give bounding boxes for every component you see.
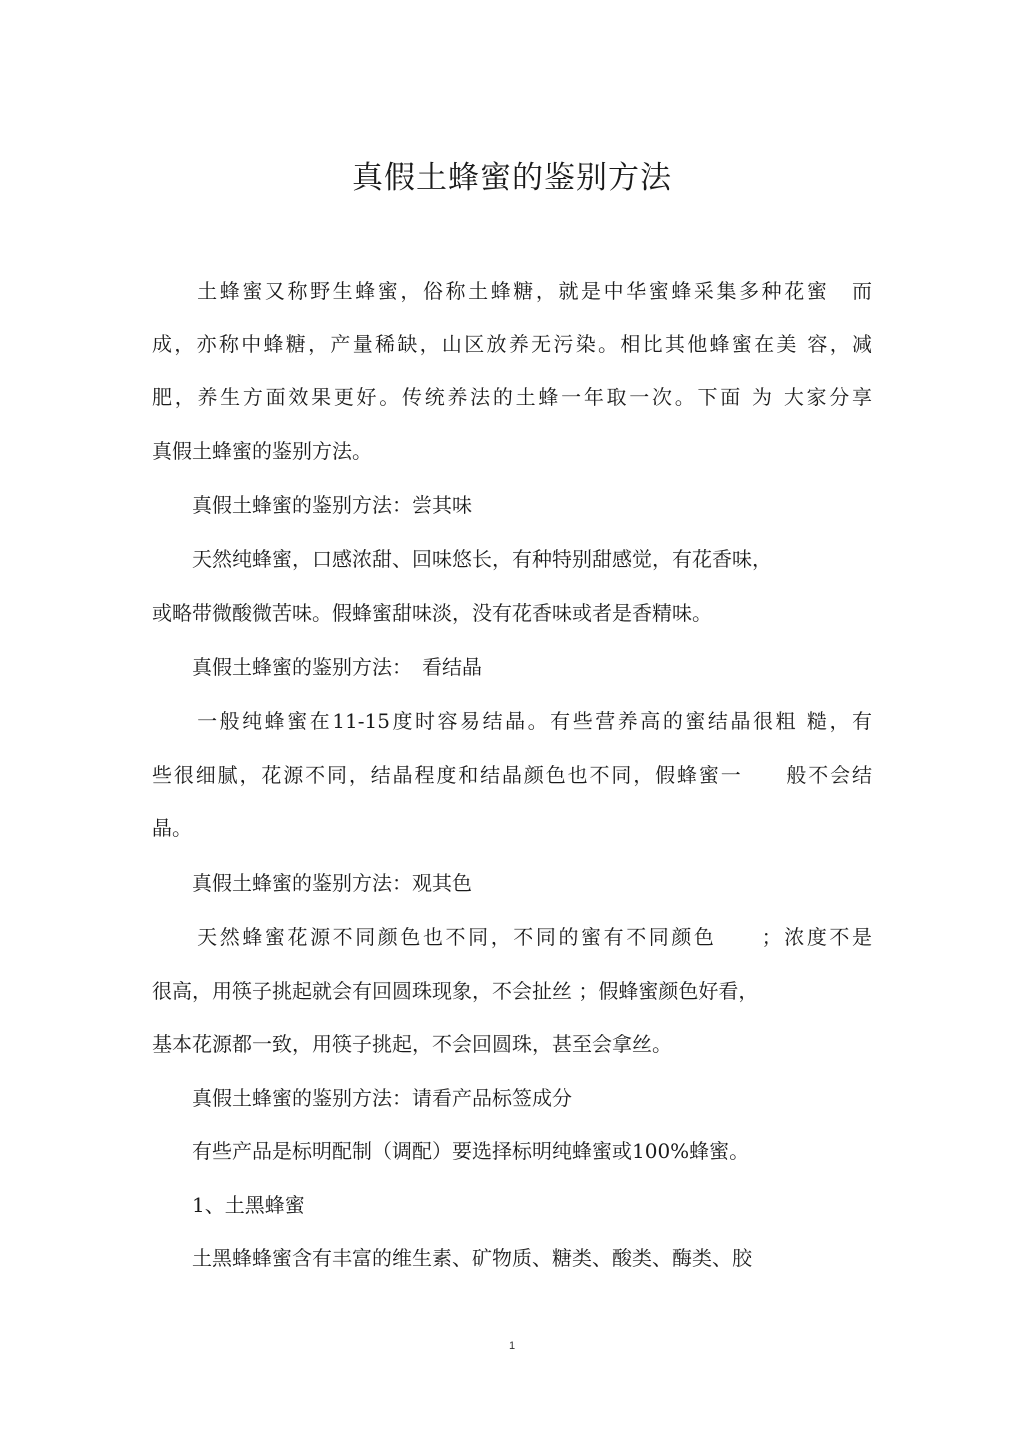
document-title: 真假土蜂蜜的鉴别方法 [352,160,672,196]
paragraph-line: 天然蜂蜜花源不同颜色也不同，不同的蜜有不同颜色 ；浓度不是 [152,925,872,949]
paragraph-line: 天然纯蜂蜜，口感浓甜、回味悠长，有种特别甜感觉，有花香味， [152,547,772,571]
list-heading: 1、土黑蜂蜜 [152,1193,305,1217]
section-heading: 真假土蜂蜜的鉴别方法：请看产品标签成分 [152,1086,572,1110]
paragraph-line: 土蜂蜜又称野生蜂蜜，俗称土蜂糖，就是中华蜜蜂采集多种花蜜 而 [152,279,872,303]
paragraph-line: 晶。 [152,816,192,840]
paragraph-line: 真假土蜂蜜的鉴别方法。 [152,439,372,463]
paragraph-line: 成，亦称中蜂糖，产量稀缺，山区放养无污染。相比其他蜂蜜在美 容，减 [152,332,872,356]
paragraph-line: 些很细腻，花源不同，结晶程度和结晶颜色也不同，假蜂蜜一 般不会结 [152,763,872,787]
section-heading: 真假土蜂蜜的鉴别方法：尝其味 [152,493,472,517]
section-heading: 真假土蜂蜜的鉴别方法：观其色 [152,871,472,895]
paragraph-line: 土黑蜂蜂蜜含有丰富的维生素、矿物质、糖类、酸类、酶类、胶 [152,1246,752,1270]
paragraph-line: 有些产品是标明配制（调配）要选择标明纯蜂蜜或100%蜂蜜。 [152,1139,750,1163]
paragraph-line: 很高，用筷子挑起就会有回圆珠现象，不会扯丝 ；假蜂蜜颜色好看， [152,979,759,1003]
section-heading: 真假土蜂蜜的鉴别方法： 看结晶 [152,655,482,679]
page-number: 1 [508,1340,516,1352]
paragraph-line: 一般纯蜂蜜在11-15度时容易结晶。有些营养高的蜜结晶很粗 糙，有 [152,709,872,733]
paragraph-line: 肥，养生方面效果更好。传统养法的土蜂一年取一次。下面 为 大家分享 [152,385,872,409]
paragraph-line: 或略带微酸微苦味。假蜂蜜甜味淡，没有花香味或者是香精味。 [152,601,712,625]
paragraph-line: 基本花源都一致，用筷子挑起，不会回圆珠，甚至会拿丝。 [152,1032,672,1056]
